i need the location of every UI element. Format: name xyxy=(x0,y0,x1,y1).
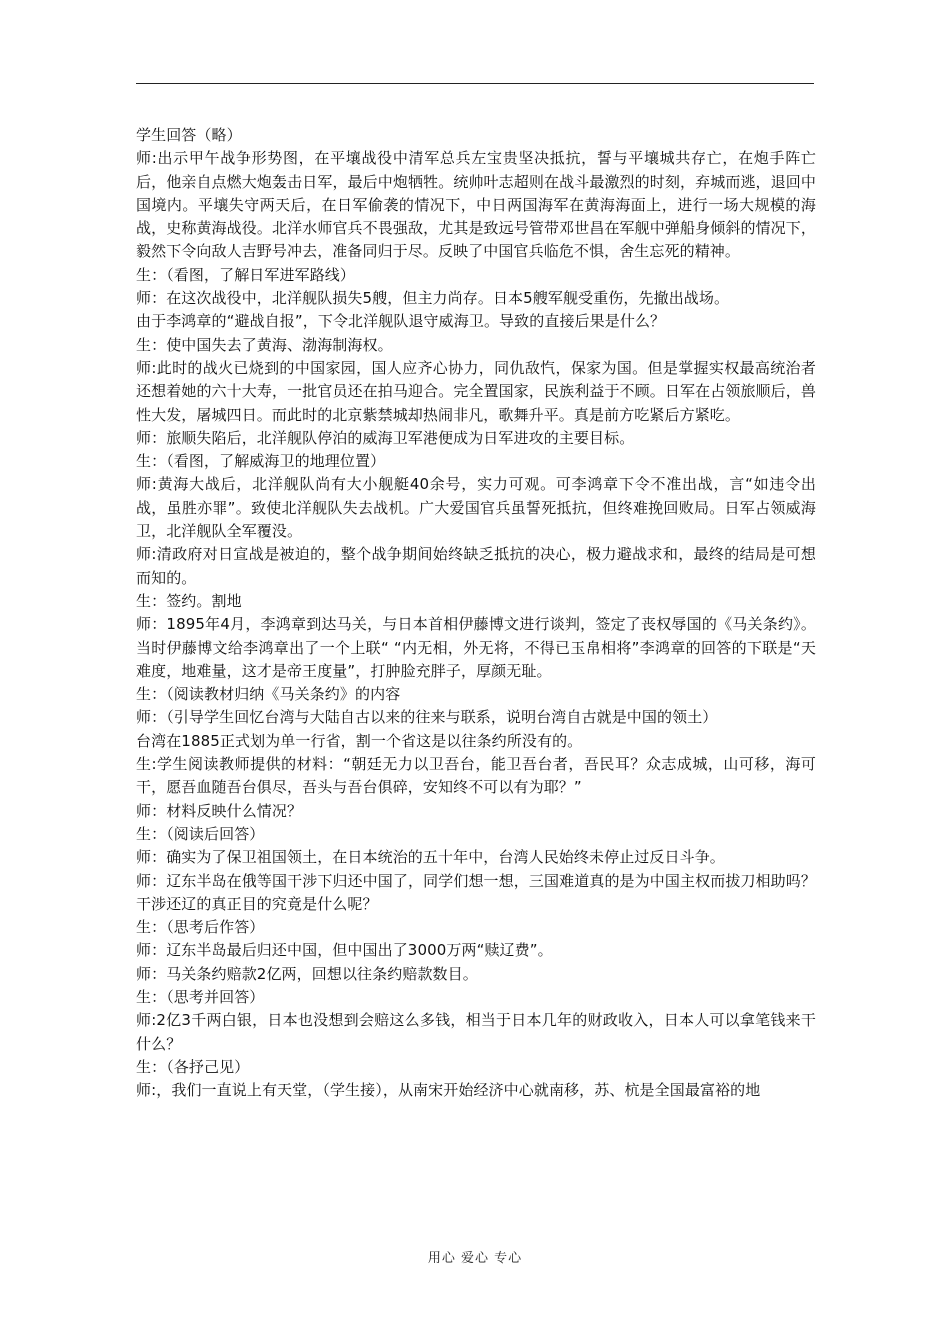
paragraph: 生：（阅读教材归纳《马关条约》的内容 xyxy=(136,685,401,704)
paragraph: 师:黄海大战后，北洋舰队尚有大小舰艇40余号，实力可观。可李鸿章下令不准出战，言“如违令出战，虽胜亦罪”。致使北洋舰队失去战机。广大爱国官兵虽誓死抵抗，但终难挽回败局。日军占领威海卫，北洋舰队全军覆没。 xyxy=(136,475,816,541)
paragraph: 师:2亿3千两白银，日本也没想到会赔这么多钱，相当于日本几年的财政收入，日本人可以拿笔钱来干什么？ xyxy=(136,1011,816,1053)
paragraph: 师：（引导学生回忆台湾与大陆自古以来的往来与联系，说明台湾自古就是中国的领土） xyxy=(136,708,718,727)
paragraph: 生：（思考并回答） xyxy=(136,987,265,1006)
paragraph: 学生回答（略） xyxy=(136,126,242,144)
paragraph: 生：使中国失去了黄海、渤海制海权。 xyxy=(136,335,393,354)
paragraph: 师：旅顺失陷后，北洋舰队停泊的威海卫军港便成为日军进攻的主要目标。 xyxy=(136,428,635,447)
paragraph: 生：（各抒己见） xyxy=(136,1057,250,1076)
paragraph: 由于李鸿章的“避战自报”，下令北洋舰队退守威海卫。导致的直接后果是什么？ xyxy=(136,312,666,331)
page-footer: 用心 爱心 专心 xyxy=(427,1251,523,1266)
paragraph: 台湾在1885正式划为单一行省，割一个省这是以往条约所没有的。 xyxy=(136,731,583,750)
header-divider xyxy=(136,83,814,84)
paragraph: 生：（看图，了解威海卫的地理位置） xyxy=(136,452,386,471)
paragraph: 师：材料反映什么情况？ xyxy=(136,801,303,820)
paragraph: 师:此时的战火已烧到的中国家园，国人应齐心协力，同仇敌忾，保家为国。但是掌握实权最高统治者还想着她的六十大寿，一批官员还在拍马迎合。完全置国家，民族利益于不顾。日军在占领旅顺后，兽性大发，屠城四日。而此时的北京紫禁城却热闹非凡，歌舞升平。真是前方吃紧后方紧吃。 xyxy=(136,358,816,424)
paragraph: 生:学生阅读教师提供的材料：“朝廷无力以卫吾台，能卫吾台者，吾民耳？众志成城，山可移，海可干，愿吾血随吾台俱尽，吾头与吾台俱碎，安知终不可以有为耶？” xyxy=(136,755,816,797)
paragraph: 师：马关条约赔款2亿两，回想以往条约赔款数目。 xyxy=(136,964,478,983)
paragraph: 师:清政府对日宣战是被迫的，整个战争期间始终缺乏抵抗的决心，极力避战求和，最终的结局是可想而知的。 xyxy=(136,545,816,587)
paragraph: 师:，我们一直说上有天堂，（学生接），从南宋开始经济中心就南移，苏、杭是全国最富裕的地 xyxy=(136,1081,761,1100)
paragraph: 师：1895年4月，李鸿章到达马关，与日本首相伊藤博文进行谈判，签定了丧权辱国的《马关条约》。当时伊藤博文给李鸿章出了一个上联“ “内无相，外无将，不得已玉帛相将”李鸿章的回答的下联是“天难度，地难量，这才是帝王度量”，打肿脸充胖子，厚颜无耻。 xyxy=(136,615,816,680)
paragraph: 生：（阅读后回答） xyxy=(136,824,265,843)
paragraph: 生：（看图，了解日军进军路线） xyxy=(136,265,356,284)
paragraph: 生：（思考后作答） xyxy=(136,918,265,937)
paragraph: 师：在这次战役中，北洋舰队损失5艘，但主力尚存。日本5艘军舰受重伤，先撤出战场。 xyxy=(136,289,730,308)
paragraph: 师：确实为了保卫祖国领土，在日本统治的五十年中，台湾人民始终未停止过反日斗争。 xyxy=(136,848,725,867)
paragraph: 生：签约。割地 xyxy=(136,591,242,610)
paragraph: 师：辽东半岛最后归还中国，但中国出了3000万两“赎辽费”。 xyxy=(136,941,553,960)
paragraph: 师:出示甲午战争形势图，在平壤战役中清军总兵左宝贵坚决抵抗，誓与平壤城共存亡，在炮手阵亡后，他亲自点燃大炮轰击日军，最后中炮牺牲。统帅叶志超则在战斗最激烈的时刻，弃城而逃，退回中国境内。平壤失守两天后，在日军偷袭的情况下，中日两国海军在黄海海面上，进行一场大规模的海战，史称黄海战役。北洋水师官兵不畏强敌，尤其是致远号管带邓世昌在军舰中弹船身倾斜的情况下，毅然下令向敌人吉野号冲去，准备同归于尽。反映了中国官兵临危不惧，舍生忘死的精神。 xyxy=(136,149,816,261)
paragraph: 师：辽东半岛在俄等国干涉下归还中国了，同学们想一想，三国难道真的是为中国主权而拔刀相助吗？干涉还辽的真正目的究竟是什么呢？ xyxy=(136,871,816,913)
document-body xyxy=(136,124,816,1102)
